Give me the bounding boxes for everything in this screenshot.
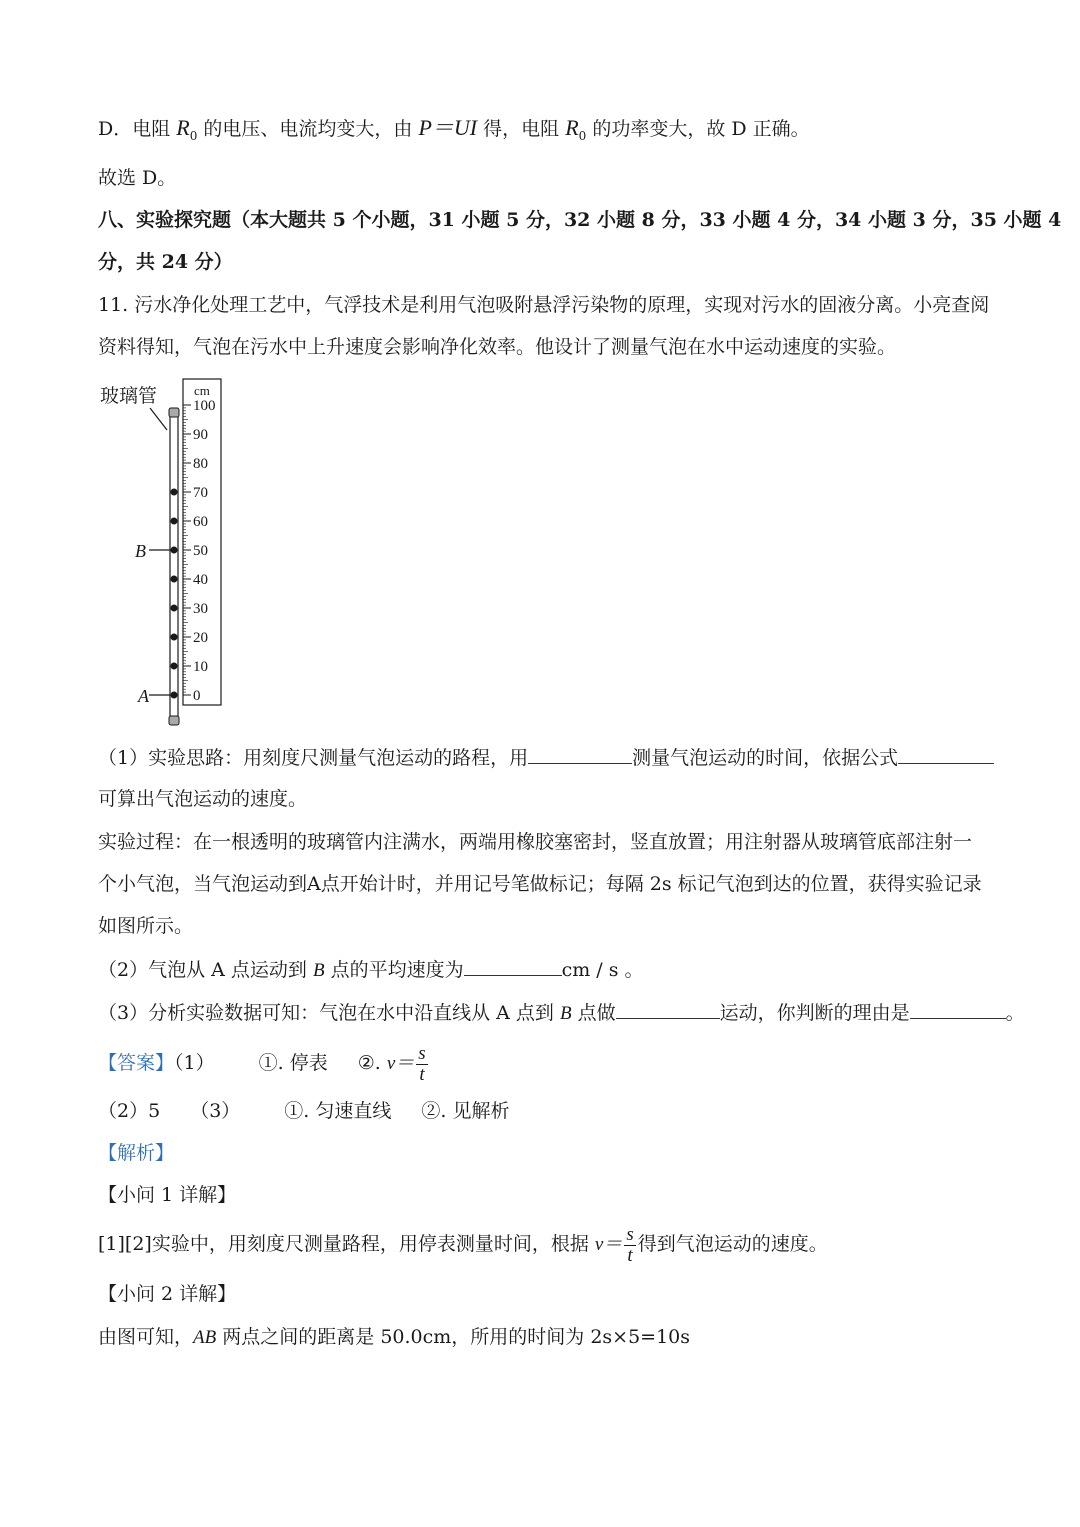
blank-reason[interactable] [910,998,1006,1019]
explanation-1-line: [1][2]实验中，用刻度尺测量路程，用停表测量时间，根据 v＝ $\frac{s}{t}$ 得到气泡运动的速度。 [98,1223,828,1266]
ruler-tick-label: 70 [193,485,208,501]
part-1-line: （1）实验思路：用刻度尺测量气泡运动的路程，用 测量气泡运动的时间，依据公式 [98,743,994,772]
bubble-mark [171,489,178,496]
ruler-tick-label: 80 [193,456,208,472]
ruler-tick-label: 100 [193,398,216,414]
tube-label: 玻璃管 [100,385,158,407]
bubble-mark [171,518,178,525]
answer-line1: 【答案】（1） ①. 停表 ②. v＝ $\frac{s}{t}$ [98,1042,426,1085]
ruler-unit: cm [194,383,210,398]
procedure-line2: 个小气泡，当气泡运动到A点开始计时，并用记号笔做标记；每隔 2s 标记气泡到达的位置，获得实验记录 [98,873,982,895]
choose-d-line: 故选 D。 [98,167,177,189]
answer-fraction: $\frac{s}{t}$ [418,1042,426,1085]
point-a-label: A [138,686,149,706]
question-11-line2: 资料得知，气泡在污水中上升速度会影响净化效率。他设计了测量气泡在水中运动速度的实验。 [98,336,897,358]
ruler-tick-label: 60 [193,514,208,530]
ruler-tick-label: 90 [193,427,208,443]
section-heading-line1: 八、实验探究题（本大题共 5 个小题，31 小题 5 分，32 小题 8 分，33 小题 4 分，34 小题 3 分，35 小题 4 [98,209,1062,231]
bubble-mark [171,576,178,583]
glass-tube-ruler-figure [95,375,235,735]
analysis-tag: 【解析】 [98,1142,175,1164]
answer-tag: 【答案】 [98,1052,175,1074]
ruler-tick-label: 0 [193,688,201,704]
procedure-line3: 如图所示。 [98,915,194,937]
tube-label-leader [150,408,167,430]
answer-line2: （2）5 （3） ①. 匀速直线 ②. 见解析 [98,1100,510,1122]
explanation-2-line: 由图可知，AB 两点之间的距离是 50.0cm，所用的时间为 2s×5=10s [98,1326,691,1348]
bubble-mark [171,634,178,641]
part-2-line: （2）气泡从 A 点运动到 B 点的平均速度为 cm / s 。 [98,955,644,985]
subquestion-1-heading: 【小问 1 详解】 [98,1184,237,1206]
ruler-tick-label: 50 [193,543,208,559]
bubble-mark [171,605,178,612]
ruler-tick-label: 30 [193,601,208,617]
glass-tube [170,412,178,717]
explanation-fraction: $\frac{s}{t}$ [626,1223,634,1266]
procedure-line1: 实验过程：在一根透明的玻璃管内注满水，两端用橡胶塞密封，竖直放置；用注射器从玻璃管底部注射一 [98,831,973,853]
option-d-line: D．电阻 $R_0$ 的电压、电流均变大，由 P＝UI 得，电阻 $R_0$ 的功率变大，故 D 正确。 [98,115,810,143]
section-heading-line2: 分，共 24 分） [98,251,233,273]
blank-motion-type[interactable] [616,998,720,1019]
blank-speed[interactable] [464,955,562,976]
top-stopper [169,408,179,417]
ruler-tick-label: 20 [193,630,208,646]
bubble-mark [171,547,178,554]
blank-instrument[interactable] [528,743,632,764]
question-11-line1: 11. 污水净化处理工艺中，气浮技术是利用气泡吸附悬浮污染物的原理，实现对污水的固液分离。小亮查阅 [98,294,990,316]
subquestion-2-heading: 【小问 2 详解】 [98,1283,237,1305]
part-1-line2: 可算出气泡运动的速度。 [98,788,308,810]
blank-formula[interactable] [898,743,994,764]
point-b-label: B [135,541,146,561]
ruler-tick-label: 10 [193,659,208,675]
ruler-tick-label: 40 [193,572,208,588]
bubble-mark [171,663,178,670]
bottom-stopper [169,716,179,725]
part-3-line: （3）分析实验数据可知：气泡在水中沿直线从 A 点到 B 点做 运动，你判断的理由是 。 [98,998,1025,1028]
bubble-mark [171,692,178,699]
